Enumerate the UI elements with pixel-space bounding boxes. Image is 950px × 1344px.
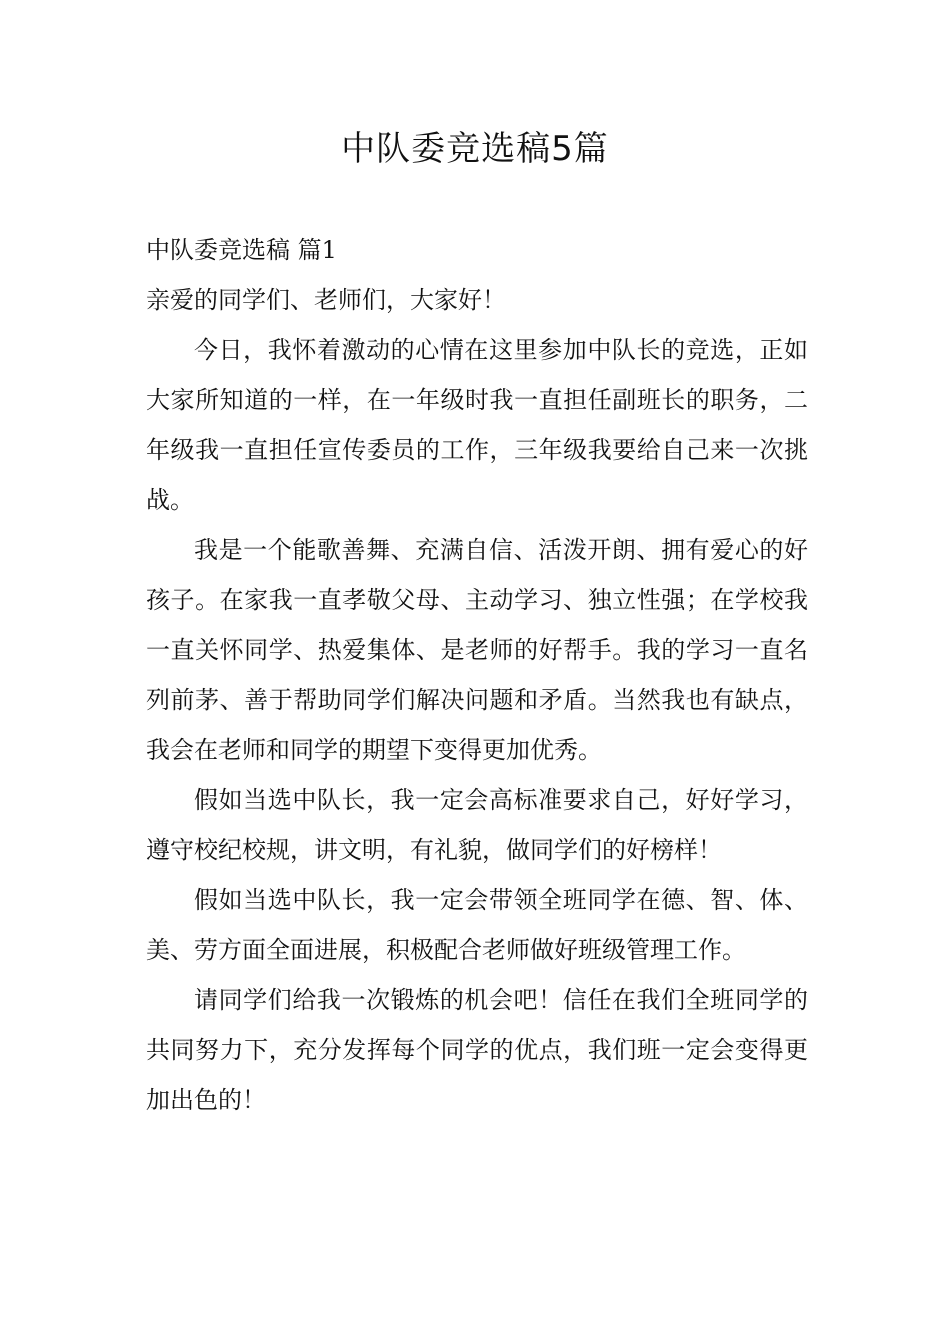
body-paragraph: 我是一个能歌善舞、充满自信、活泼开朗、拥有爱心的好孩子。在家我一直孝敬父母、主动学习、独立性强；在学校我一直关怀同学、热爱集体、是老师的好帮手。我的学习一直名列前茅、善于帮助同学们解决问题和矛盾。当然我也有缺点，我会在老师和同学的期望下变得更加优秀。 <box>146 536 808 764</box>
body-paragraph: 请同学们给我一次锻炼的机会吧！信任在我们全班同学的共同努力下，充分发挥每个同学的优点，我们班一定会变得更加出色的！ <box>146 986 808 1114</box>
greeting-line: 亲爱的同学们、老师们，大家好！ <box>146 286 506 314</box>
body-paragraph: 假如当选中队长，我一定会高标准要求自己，好好学习，遵守校纪校规，讲文明，有礼貌，做同学们的好榜样！ <box>146 786 808 864</box>
body-paragraph: 假如当选中队长，我一定会带领全班同学在德、智、体、美、劳方面全面进展，积极配合老师做好班级管理工作。 <box>146 886 808 964</box>
body-paragraph: 今日，我怀着激动的心情在这里参加中队长的竞选，正如大家所知道的一样，在一年级时我一直担任副班长的职务，二年级我一直担任宣传委员的工作，三年级我要给自己来一次挑战。 <box>146 336 808 514</box>
document-title: 中队委竞选稿5篇 <box>341 129 609 169</box>
document-body <box>146 225 808 1125</box>
section-heading: 中队委竞选稿 篇1 <box>146 236 337 264</box>
